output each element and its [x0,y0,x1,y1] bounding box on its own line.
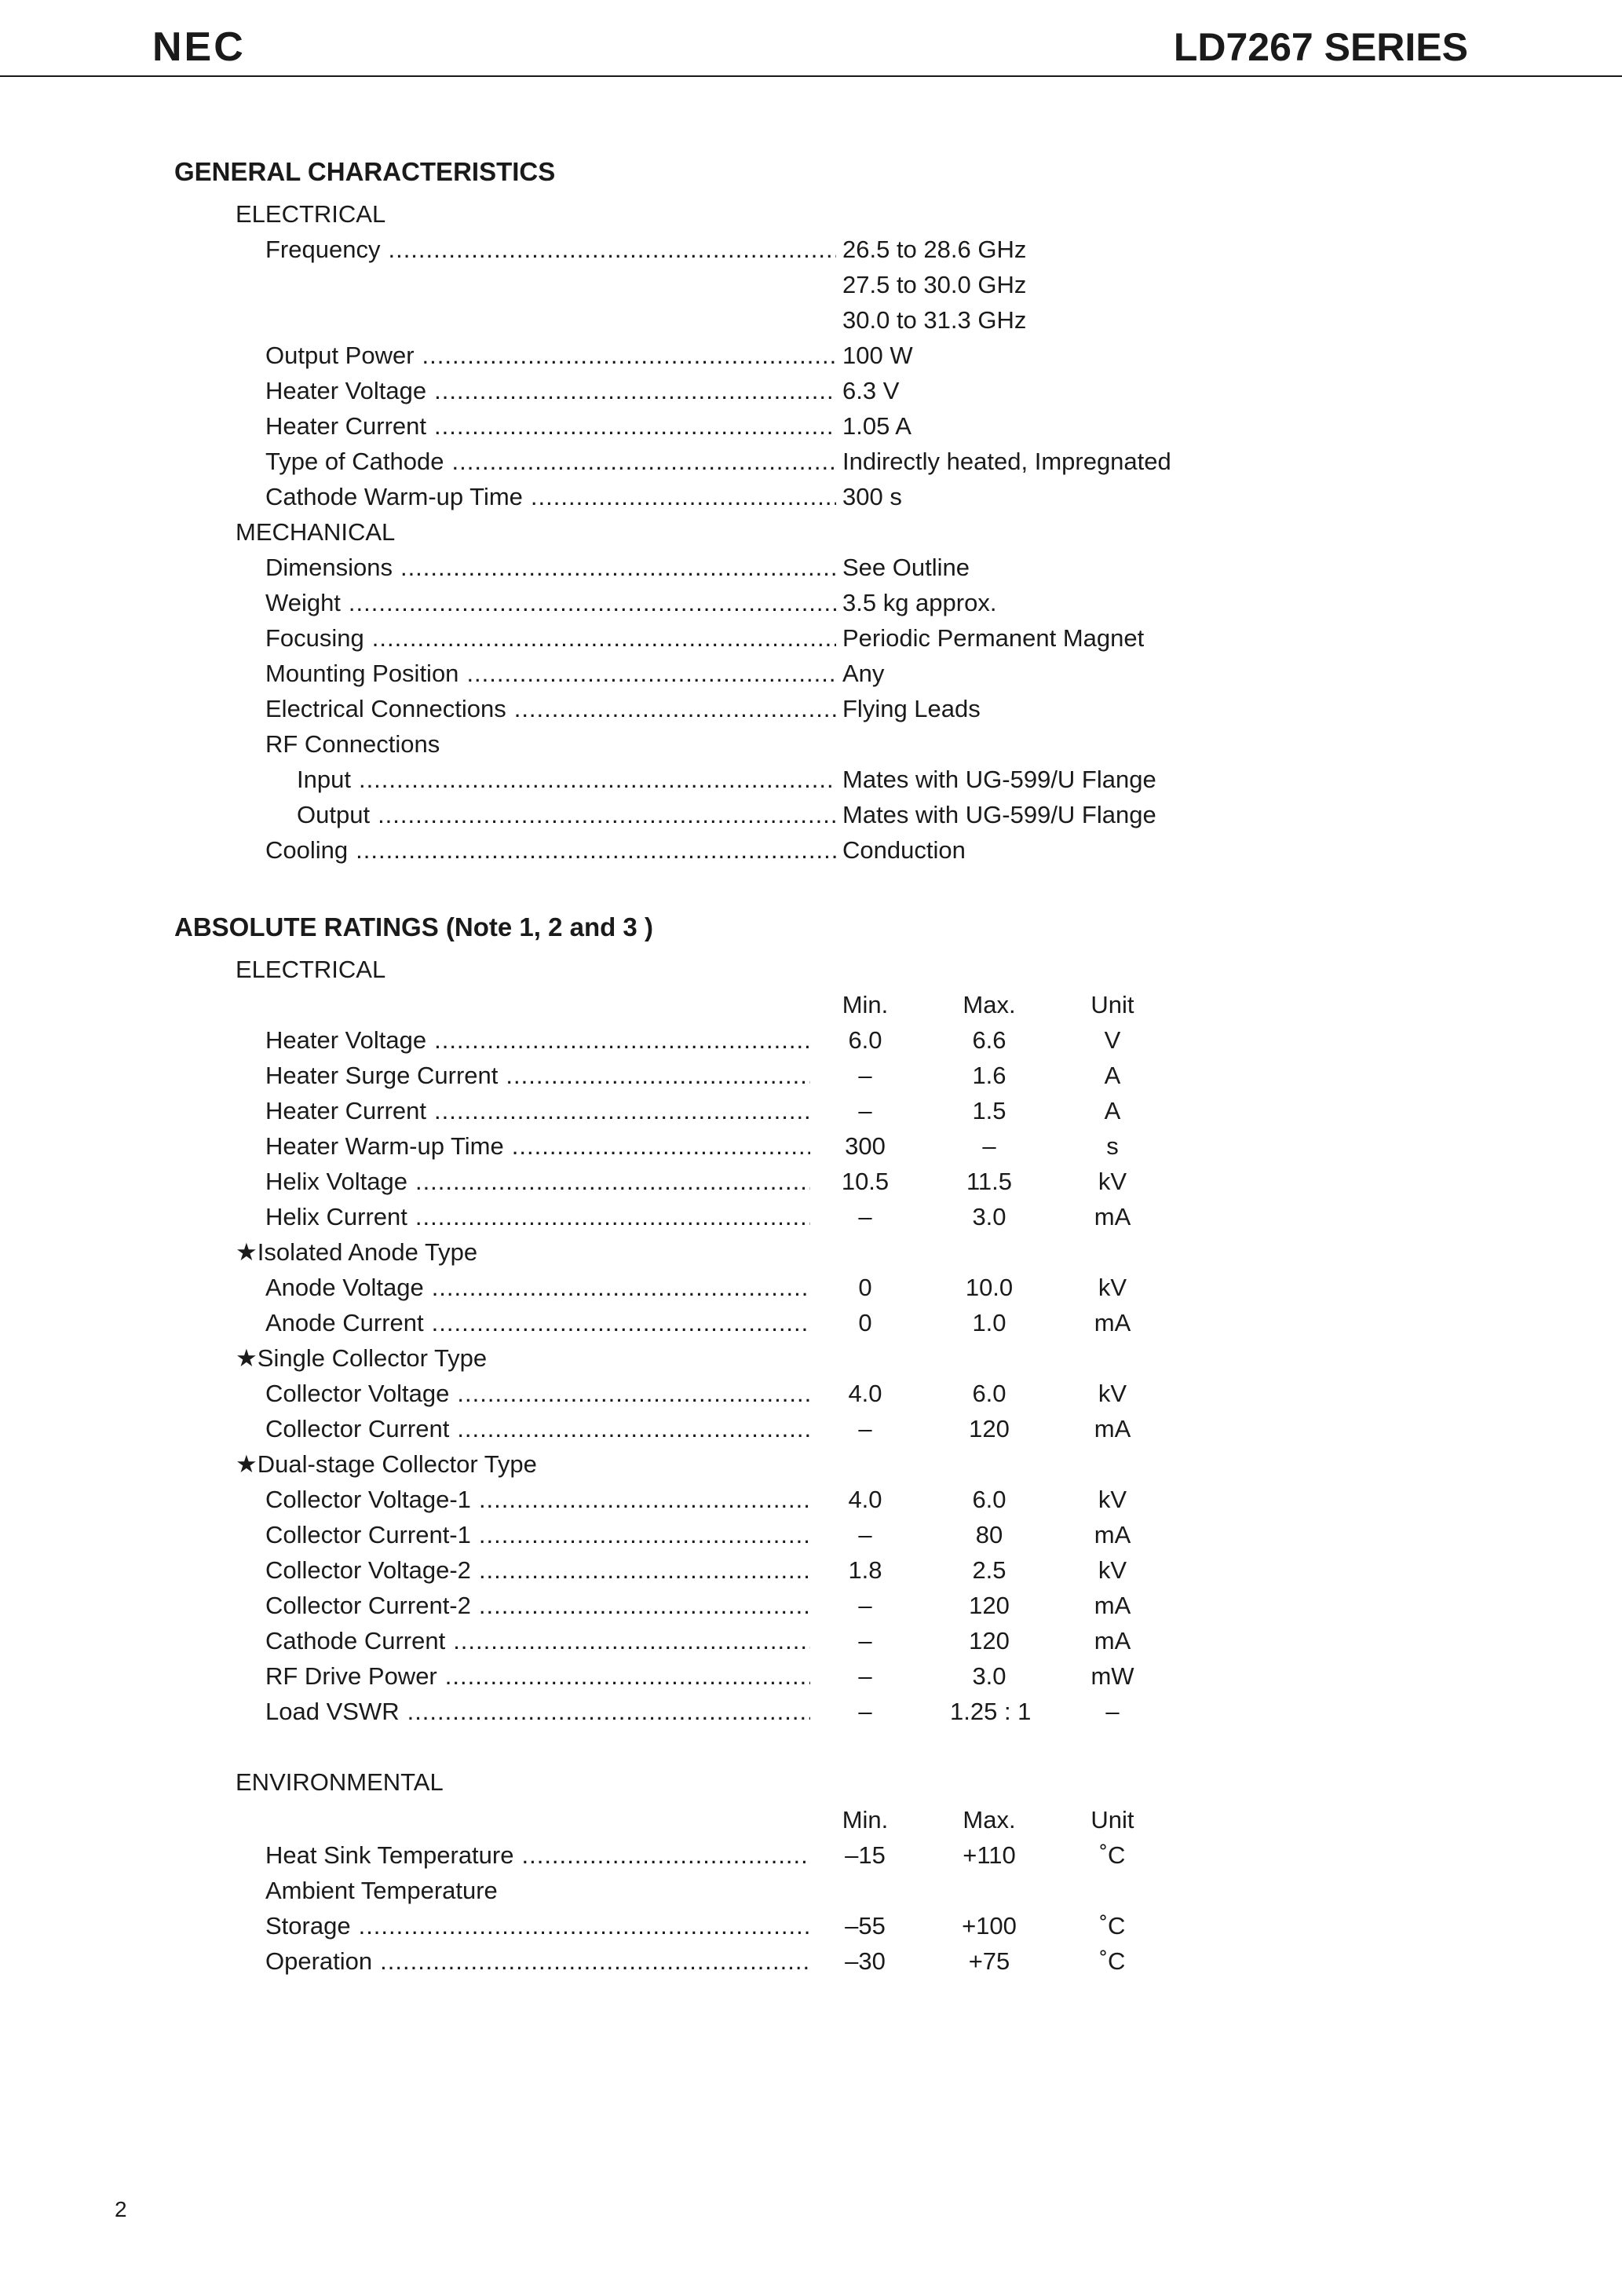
spec-label-weight: Weight ..... [265,585,838,620]
rating-label-anode-voltage: Anode Voltage ..... [265,1270,812,1305]
spec-label-dimensions: Dimensions ..... [265,550,838,585]
env-column-header-max: Max. [963,1806,1016,1834]
rating-label-heater-voltage: Heater Voltage ..... [265,1022,812,1058]
general-characteristics-heading: GENERAL CHARACTERISTICS [174,157,556,186]
rating-unit: mA [1094,1203,1131,1230]
spec-label-electrical-connections: Electrical Connections ..... [265,691,838,726]
spec-label-rf-connections: RF Connections [265,730,440,758]
rating-label-load-vswr: Load VSWR ..... [265,1694,812,1729]
rating-min: 1.8 [848,1556,882,1584]
rating-label-helix-current: Helix Current ..... [265,1199,812,1234]
rating-max: 120 [969,1592,1010,1619]
spec-value-type-of-cathode: Indirectly heated, Impregnated [842,448,1171,475]
spec-label-type-of-cathode: Type of Cathode ..... [265,444,838,479]
rating-unit: mA [1094,1521,1131,1548]
rating-unit: mW [1090,1662,1134,1690]
document-series-title: LD7267 SERIES [1173,25,1468,69]
rating-min: 4.0 [848,1486,882,1513]
rating-max: 1.5 [972,1097,1006,1124]
spec-value-mounting-position: Any [842,660,885,687]
rating-unit: mA [1094,1309,1131,1336]
spec-label-heater-voltage: Heater Voltage ..... [265,373,838,408]
spec-label-cooling: Cooling ..... [265,832,838,868]
rating-unit: V [1104,1026,1121,1054]
rating-max: 6.0 [972,1486,1006,1513]
environmental-label: ENVIRONMENTAL [236,1768,444,1796]
rating-min: 0 [858,1274,872,1301]
rating-max: 2.5 [972,1556,1006,1584]
general-mechanical-label: MECHANICAL [236,518,396,546]
env-label-heat-sink-temperature: Heat Sink Temperature ..... [265,1837,812,1873]
rating-unit: kV [1098,1168,1127,1195]
env-unit: ˚C [1099,1947,1126,1975]
spec-value-output-power: 100 W [842,342,913,369]
rating-min: 6.0 [848,1026,882,1054]
rating-max: 1.6 [972,1062,1006,1089]
rating-min: 4.0 [848,1380,882,1407]
spec-value-cathode-warmup: 300 s [842,483,902,510]
rating-unit: mA [1094,1627,1131,1654]
env-column-header-min: Min. [842,1806,889,1834]
spec-label-mounting-position: Mounting Position ..... [265,656,838,691]
rating-max: – [982,1132,996,1160]
rating-min: – [858,1592,872,1619]
spec-value-rf-input: Mates with UG-599/U Flange [842,766,1156,793]
column-header-unit: Unit [1090,991,1134,1018]
spec-label-output-power: Output Power ..... [265,338,838,373]
single-collector-type-label: ★Single Collector Type [236,1344,488,1372]
spec-value-electrical-connections: Flying Leads [842,695,981,722]
env-column-header-unit: Unit [1090,1806,1134,1834]
dual-stage-collector-type-label: ★Dual-stage Collector Type [236,1450,537,1478]
rating-label-collector-voltage-2: Collector Voltage-2 ..... [265,1552,812,1588]
rating-max: 120 [969,1415,1010,1442]
spec-value-heater-voltage: 6.3 V [842,377,900,404]
spec-value-heater-current: 1.05 A [842,412,911,440]
rating-label-helix-voltage: Helix Voltage ..... [265,1164,812,1199]
rating-max: 6.0 [972,1380,1006,1407]
env-label-storage: Storage ..... [265,1908,812,1943]
rating-unit: s [1106,1132,1119,1160]
spec-label-rf-output: Output ..... [297,797,838,832]
rating-label-rf-drive-power: RF Drive Power ..... [265,1658,812,1694]
rating-max: 1.0 [972,1309,1006,1336]
spec-value-frequency-2: 27.5 to 30.0 GHz [842,271,1027,298]
rating-min: – [858,1698,872,1725]
rating-max: 10.0 [965,1274,1014,1301]
env-max: +100 [962,1912,1017,1940]
spec-label-rf-input: Input ..... [297,762,838,797]
env-min: –30 [845,1947,886,1975]
rating-min: – [858,1415,872,1442]
rating-min: 300 [845,1132,886,1160]
rating-unit: kV [1098,1380,1127,1407]
rating-max: 11.5 [966,1168,1013,1195]
rating-label-heater-current: Heater Current ..... [265,1093,812,1128]
rating-max: 3.0 [972,1662,1006,1690]
rating-max: 3.0 [972,1203,1006,1230]
env-min: –55 [845,1912,886,1940]
rating-label-collector-current: Collector Current ..... [265,1411,812,1446]
rating-label-collector-voltage: Collector Voltage ..... [265,1376,812,1411]
env-max: +75 [968,1947,1010,1975]
rating-label-collector-current-1: Collector Current-1 ..... [265,1517,812,1552]
page-number: 2 [115,2197,127,2221]
env-max: +110 [963,1841,1016,1869]
rating-label-anode-current: Anode Current ..... [265,1305,812,1340]
rating-label-heater-warmup-time: Heater Warm-up Time ..... [265,1128,812,1164]
general-electrical-label: ELECTRICAL [236,200,386,228]
env-label-ambient-temperature: Ambient Temperature [265,1877,498,1904]
rating-label-heater-surge-current: Heater Surge Current ..... [265,1058,812,1093]
header-rule [0,75,1622,77]
env-label-operation: Operation ..... [265,1943,812,1979]
rating-unit: A [1104,1097,1121,1124]
rating-max: 6.6 [972,1026,1006,1054]
column-header-max: Max. [963,991,1016,1018]
spec-label-focusing: Focusing ..... [265,620,838,656]
rating-max: 80 [975,1521,1003,1548]
rating-min: 0 [858,1309,872,1336]
spec-label-cathode-warmup: Cathode Warm-up Time ..... [265,479,838,514]
rating-label-collector-current-2: Collector Current-2 ..... [265,1588,812,1623]
rating-label-cathode-current: Cathode Current ..... [265,1623,812,1658]
rating-unit: kV [1098,1486,1127,1513]
rating-unit: – [1105,1698,1120,1725]
rating-max: 1.25 : 1 [950,1698,1032,1725]
absolute-ratings-heading: ABSOLUTE RATINGS (Note 1, 2 and 3 ) [174,912,653,941]
rating-min: – [858,1097,872,1124]
column-header-min: Min. [842,991,889,1018]
rating-min: – [858,1627,872,1654]
rating-unit: kV [1098,1274,1127,1301]
rating-min: – [858,1662,872,1690]
rating-unit: kV [1098,1556,1127,1584]
spec-value-dimensions: See Outline [842,554,970,581]
spec-value-frequency-3: 30.0 to 31.3 GHz [842,306,1027,334]
spec-value-focusing: Periodic Permanent Magnet [842,624,1145,652]
rating-min: – [858,1062,872,1089]
rating-unit: A [1104,1062,1121,1089]
rating-unit: mA [1094,1592,1131,1619]
rating-label-collector-voltage-1: Collector Voltage-1 ..... [265,1482,812,1517]
spec-value-frequency-1: 26.5 to 28.6 GHz [842,236,1027,263]
isolated-anode-type-label: ★Isolated Anode Type [236,1238,478,1266]
spec-value-cooling: Conduction [842,836,966,864]
rating-max: 120 [969,1627,1010,1654]
absolute-electrical-label: ELECTRICAL [236,956,386,983]
spec-value-rf-output: Mates with UG-599/U Flange [842,801,1156,828]
env-min: –15 [845,1841,886,1869]
rating-min: 10.5 [841,1168,890,1195]
rating-unit: mA [1094,1415,1131,1442]
rating-min: – [858,1203,872,1230]
rating-min: – [858,1521,872,1548]
env-unit: ˚C [1099,1912,1126,1940]
spec-label-heater-current: Heater Current ..... [265,408,838,444]
env-unit: ˚C [1099,1841,1126,1869]
spec-label-frequency: Frequency ..... [265,232,838,267]
spec-value-weight: 3.5 kg approx. [842,589,997,616]
nec-logo: NEC [152,24,246,70]
